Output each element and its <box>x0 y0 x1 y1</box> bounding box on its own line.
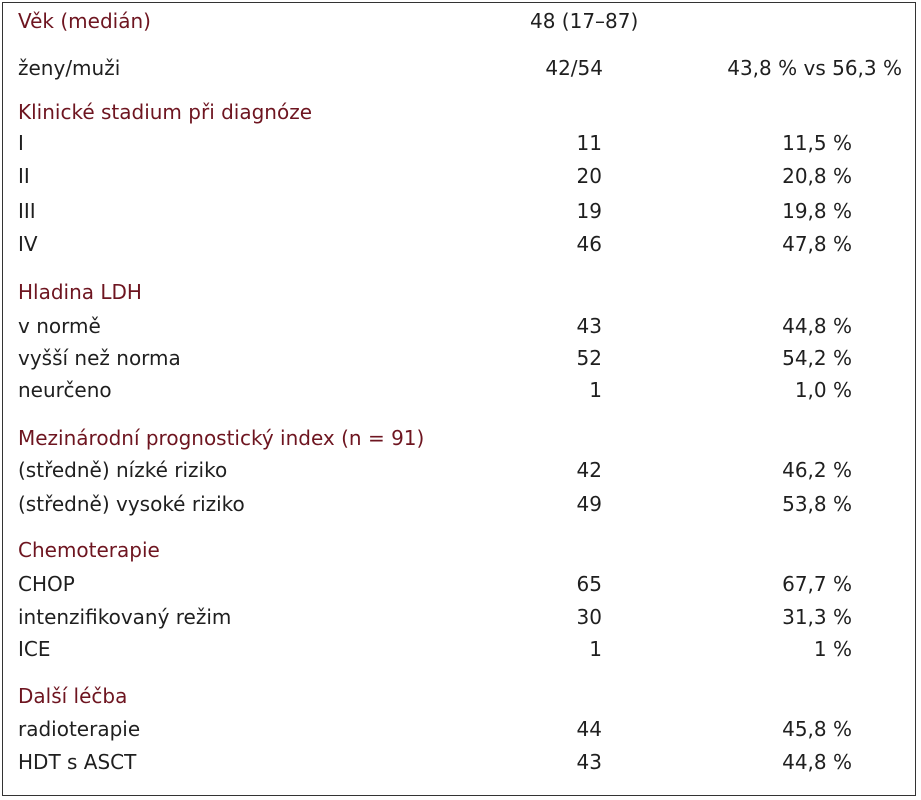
count-cell: 43 <box>576 750 602 774</box>
percent-cell: 47,8 % <box>782 232 852 256</box>
percent-cell: 20,8 % <box>782 164 852 188</box>
section-heading: Hladina LDH <box>18 280 142 304</box>
count-cell: 1 <box>589 637 602 661</box>
row-label: neurčeno <box>18 378 112 402</box>
count-cell: 42 <box>576 458 602 482</box>
count-cell: 49 <box>576 492 602 516</box>
row-label: III <box>18 199 36 223</box>
row-label: v normě <box>18 314 101 338</box>
count-cell: 46 <box>576 232 602 256</box>
row-label: ICE <box>18 637 51 661</box>
percent-cell: 54,2 % <box>782 346 852 370</box>
row-label: IV <box>18 232 38 256</box>
row-label: (středně) nízké riziko <box>18 458 228 482</box>
count-cell: 11 <box>576 131 602 155</box>
percent-cell: 44,8 % <box>782 750 852 774</box>
section-heading: Mezinárodní prognostický index (n = 91) <box>18 426 425 450</box>
count-cell: 43 <box>576 314 602 338</box>
section-heading: Chemoterapie <box>18 538 160 562</box>
row-label: I <box>18 131 24 155</box>
percent-cell: 43,8 % vs 56,3 % <box>727 56 902 80</box>
patient-characteristics-table <box>2 2 916 796</box>
row-label: vyšší než norma <box>18 346 181 370</box>
percent-cell: 45,8 % <box>782 717 852 741</box>
percent-cell: 1,0 % <box>794 378 852 402</box>
count-cell: 20 <box>576 164 602 188</box>
row-label: intenzifikovaný režim <box>18 605 232 629</box>
percent-cell: 11,5 % <box>782 131 852 155</box>
row-label: (středně) vysoké riziko <box>18 492 245 516</box>
count-cell: 44 <box>576 717 602 741</box>
percent-cell: 67,7 % <box>782 572 852 596</box>
count-cell: 65 <box>576 572 602 596</box>
row-label: II <box>18 164 30 188</box>
percent-cell: 19,8 % <box>782 199 852 223</box>
count-cell: 19 <box>576 199 602 223</box>
count-cell: 42/54 <box>545 56 603 80</box>
percent-cell: 31,3 % <box>782 605 852 629</box>
section-heading: Věk (medián) <box>18 9 151 33</box>
percent-cell: 46,2 % <box>782 458 852 482</box>
count-cell: 52 <box>576 346 602 370</box>
row-label: HDT s ASCT <box>18 750 137 774</box>
row-label: CHOP <box>18 572 75 596</box>
count-cell: 48 (17–87) <box>530 9 639 33</box>
section-heading: Další léčba <box>18 684 128 708</box>
percent-cell: 44,8 % <box>782 314 852 338</box>
count-cell: 1 <box>589 378 602 402</box>
count-cell: 30 <box>576 605 602 629</box>
percent-cell: 53,8 % <box>782 492 852 516</box>
section-heading: Klinické stadium při diagnóze <box>18 100 313 124</box>
row-label: radioterapie <box>18 717 141 741</box>
row-label: ženy/muži <box>18 56 121 80</box>
percent-cell: 1 % <box>813 637 852 661</box>
